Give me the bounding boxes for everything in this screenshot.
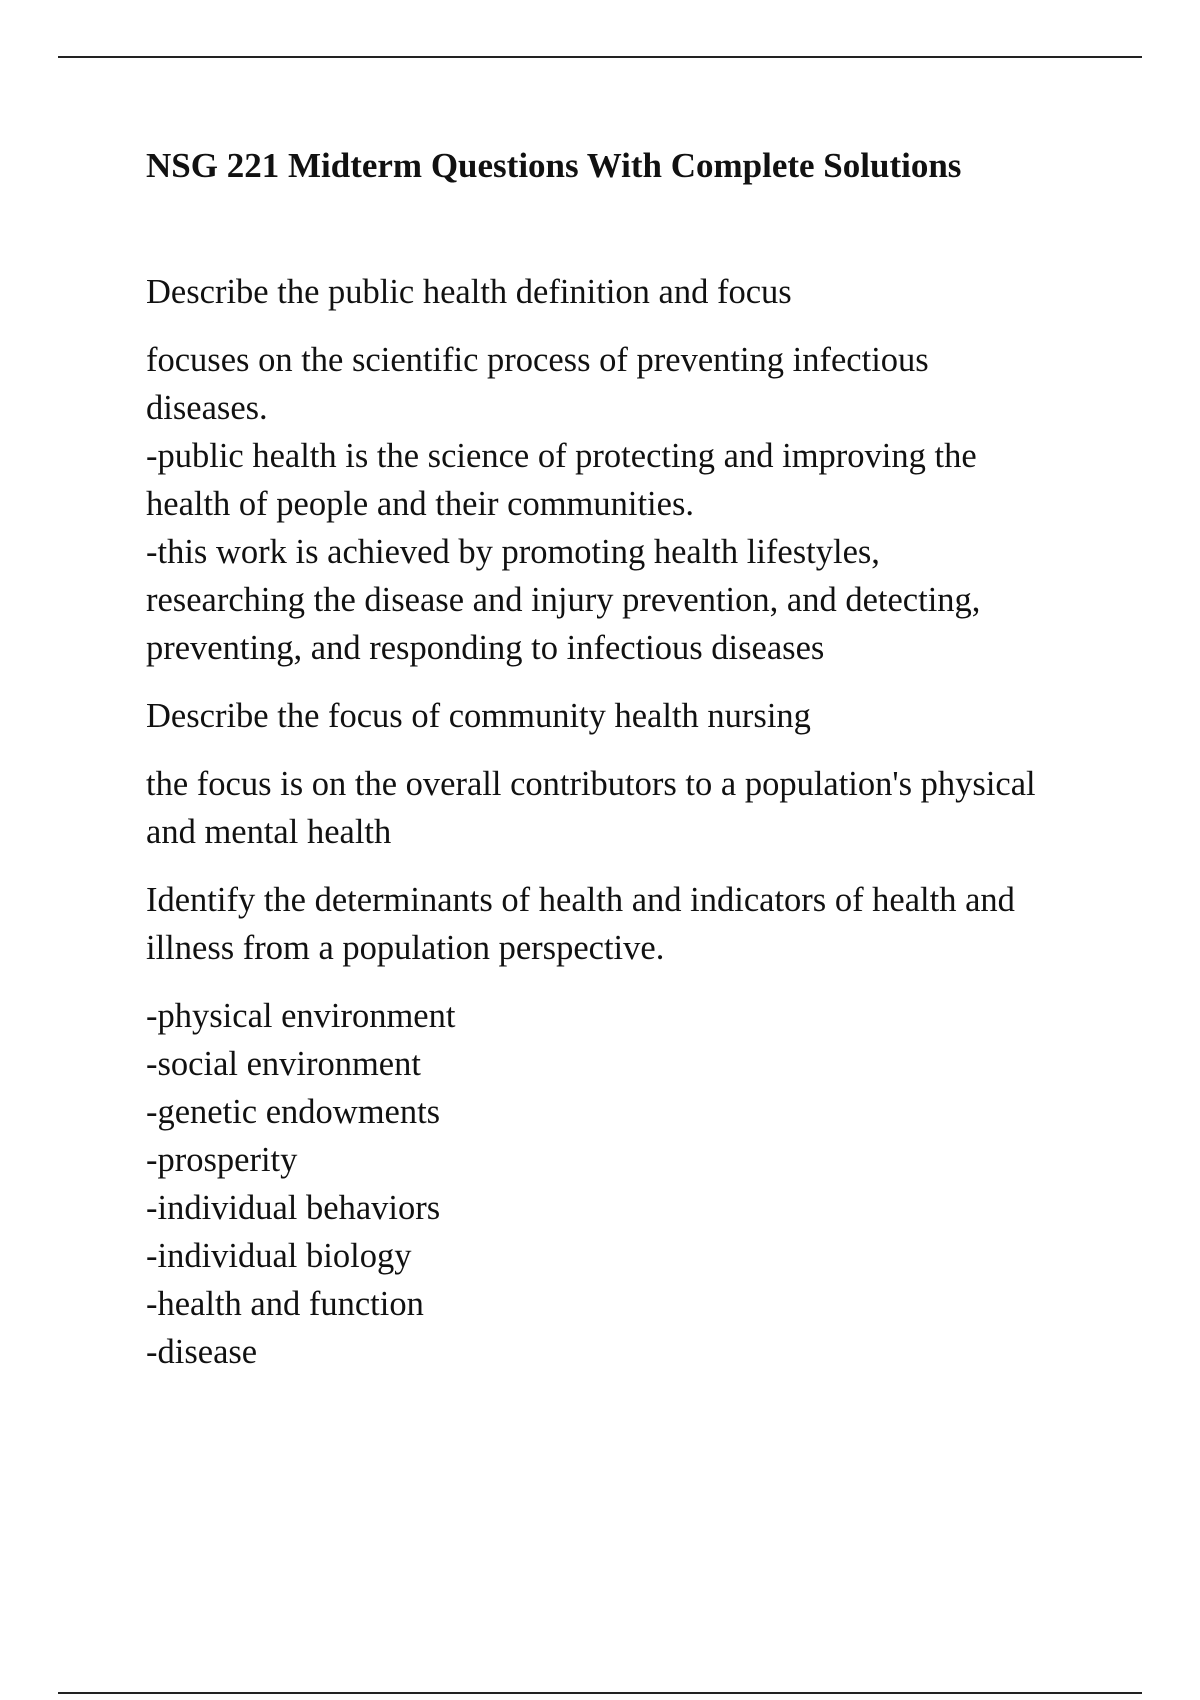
document-title: NSG 221 Midterm Questions With Complete Solutions xyxy=(146,146,962,185)
answer-line: -individual biology xyxy=(146,1237,412,1275)
answer-line: preventing, and responding to infectious diseases xyxy=(146,629,825,667)
question-text xyxy=(146,876,1106,972)
answer-line: -disease xyxy=(146,1333,258,1371)
qa-item xyxy=(146,268,1106,672)
question-text: Describe the public health definition and focus xyxy=(146,273,792,311)
header-rule xyxy=(58,56,1142,58)
answer-text xyxy=(146,336,1106,672)
answer-line: researching the disease and injury prevention, and detecting, xyxy=(146,581,981,619)
answer-text xyxy=(146,992,1106,1376)
question-line: Identify the determinants of health and indicators of health and xyxy=(146,881,1015,919)
answer-line: -genetic endowments xyxy=(146,1093,441,1131)
qa-item xyxy=(146,876,1106,1376)
document-body xyxy=(146,142,1106,1396)
answer-line: -prosperity xyxy=(146,1141,298,1179)
question-text: Describe the focus of community health nursing xyxy=(146,697,811,735)
question-line: illness from a population perspective. xyxy=(146,929,665,967)
answer-line: focuses on the scientific process of preventing infectious xyxy=(146,341,929,379)
answer-line: -social environment xyxy=(146,1045,421,1083)
footer-rule xyxy=(58,1692,1142,1694)
answer-line: the focus is on the overall contributors to a population's physical xyxy=(146,765,1036,803)
answer-line: -this work is achieved by promoting health lifestyles, xyxy=(146,533,880,571)
answer-line: -individual behaviors xyxy=(146,1189,441,1227)
answer-line: -health and function xyxy=(146,1285,424,1323)
answer-line: diseases. xyxy=(146,389,268,427)
qa-item xyxy=(146,692,1106,856)
answer-text xyxy=(146,760,1106,856)
answer-line: health of people and their communities. xyxy=(146,485,695,523)
qa-list xyxy=(146,268,1106,1376)
answer-line: -public health is the science of protecting and improving the xyxy=(146,437,977,475)
answer-line: and mental health xyxy=(146,813,392,851)
answer-line: -physical environment xyxy=(146,997,456,1035)
